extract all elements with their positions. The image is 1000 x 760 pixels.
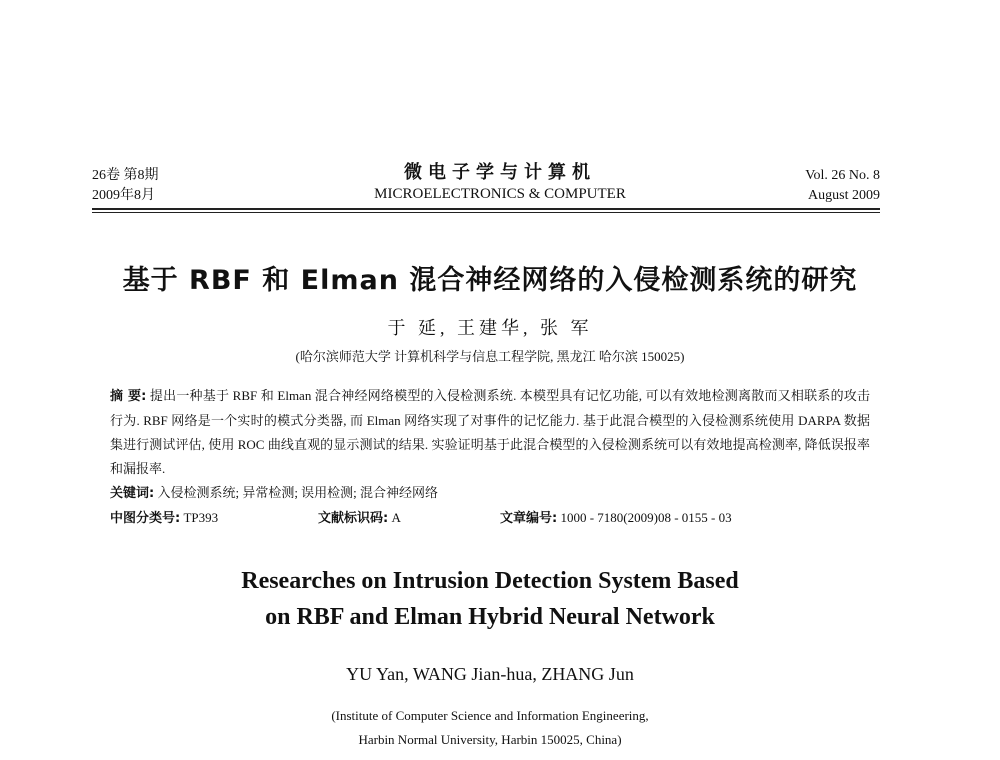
- journal-name-cn: 微电子学与计算机: [404, 162, 596, 182]
- header-rule-thin: [92, 212, 880, 213]
- article-number-label: 文章编号:: [500, 511, 558, 526]
- paper-title-en: [0, 563, 980, 635]
- paper-title-en-line1: Researches on Intrusion Detection System Based: [241, 568, 739, 594]
- affiliation-en-line2: Harbin Normal University, Harbin 150025, China): [358, 732, 622, 747]
- header-date-en: August 2009: [808, 188, 880, 203]
- doc-code-label: 文献标识码:: [318, 511, 389, 526]
- paper-title-en-line2: on RBF and Elman Hybrid Neural Network: [265, 604, 715, 630]
- affiliation-en: [0, 704, 980, 752]
- abstract-cn: [110, 384, 870, 481]
- header-issue-info-en: [805, 166, 880, 206]
- header-volume-en: Vol. 26 No. 8: [805, 168, 880, 183]
- doc-code-value: A: [391, 510, 401, 525]
- keywords-label: 关键词:: [110, 486, 155, 501]
- abstract-text: 提出一种基于 RBF 和 Elman 混合神经网络模型的入侵检测系统. 本模型具有记忆功能, 可以有效地检测离散而又相联系的攻击行为. RBF 网络是一个实时的模式分类器, 而 Elman 网络实现了对事件的记忆能力. 基于此混合模型的入侵检测系统使用 DARPA 数据集进行测试评估, 使用 ROC 曲线直观的显示测试的结果. 实验证明基于此混合模型的入侵检测系统可以有效地提高检测率, 降低误报率和漏报率.: [110, 388, 871, 476]
- article-number-value: 1000 - 7180(2009)08 - 0155 - 03: [560, 510, 732, 525]
- journal-name-en: MICROELECTRONICS & COMPUTER: [374, 186, 626, 202]
- affiliation-en-line1: (Institute of Computer Science and Information Engineering,: [331, 708, 649, 723]
- clc-value: TP393: [183, 510, 219, 525]
- header-rule-thick: [92, 208, 880, 210]
- article-number: [500, 508, 732, 529]
- keywords-text: 入侵检测系统; 异常检测; 误用检测; 混合神经网络: [157, 485, 439, 500]
- clc-label: 中图分类号:: [110, 511, 181, 526]
- paper-title-cn: 基于 RBF 和 Elman 混合神经网络的入侵检测系统的研究: [122, 265, 858, 296]
- abstract-label: 摘 要:: [110, 389, 147, 404]
- affiliation-cn: (哈尔滨师范大学 计算机科学与信息工程学院, 黑龙江 哈尔滨 150025): [295, 349, 685, 364]
- keywords-cn: [110, 483, 438, 504]
- header-date-cn: 2009年8月: [92, 188, 155, 203]
- header-volume-cn: 26卷 第8期: [92, 168, 159, 183]
- document-code: [318, 508, 401, 529]
- authors-cn: 于 延, 王建华, 张 军: [387, 318, 593, 338]
- authors-en: YU Yan, WANG Jian-hua, ZHANG Jun: [346, 664, 634, 684]
- clc-number: [110, 508, 218, 529]
